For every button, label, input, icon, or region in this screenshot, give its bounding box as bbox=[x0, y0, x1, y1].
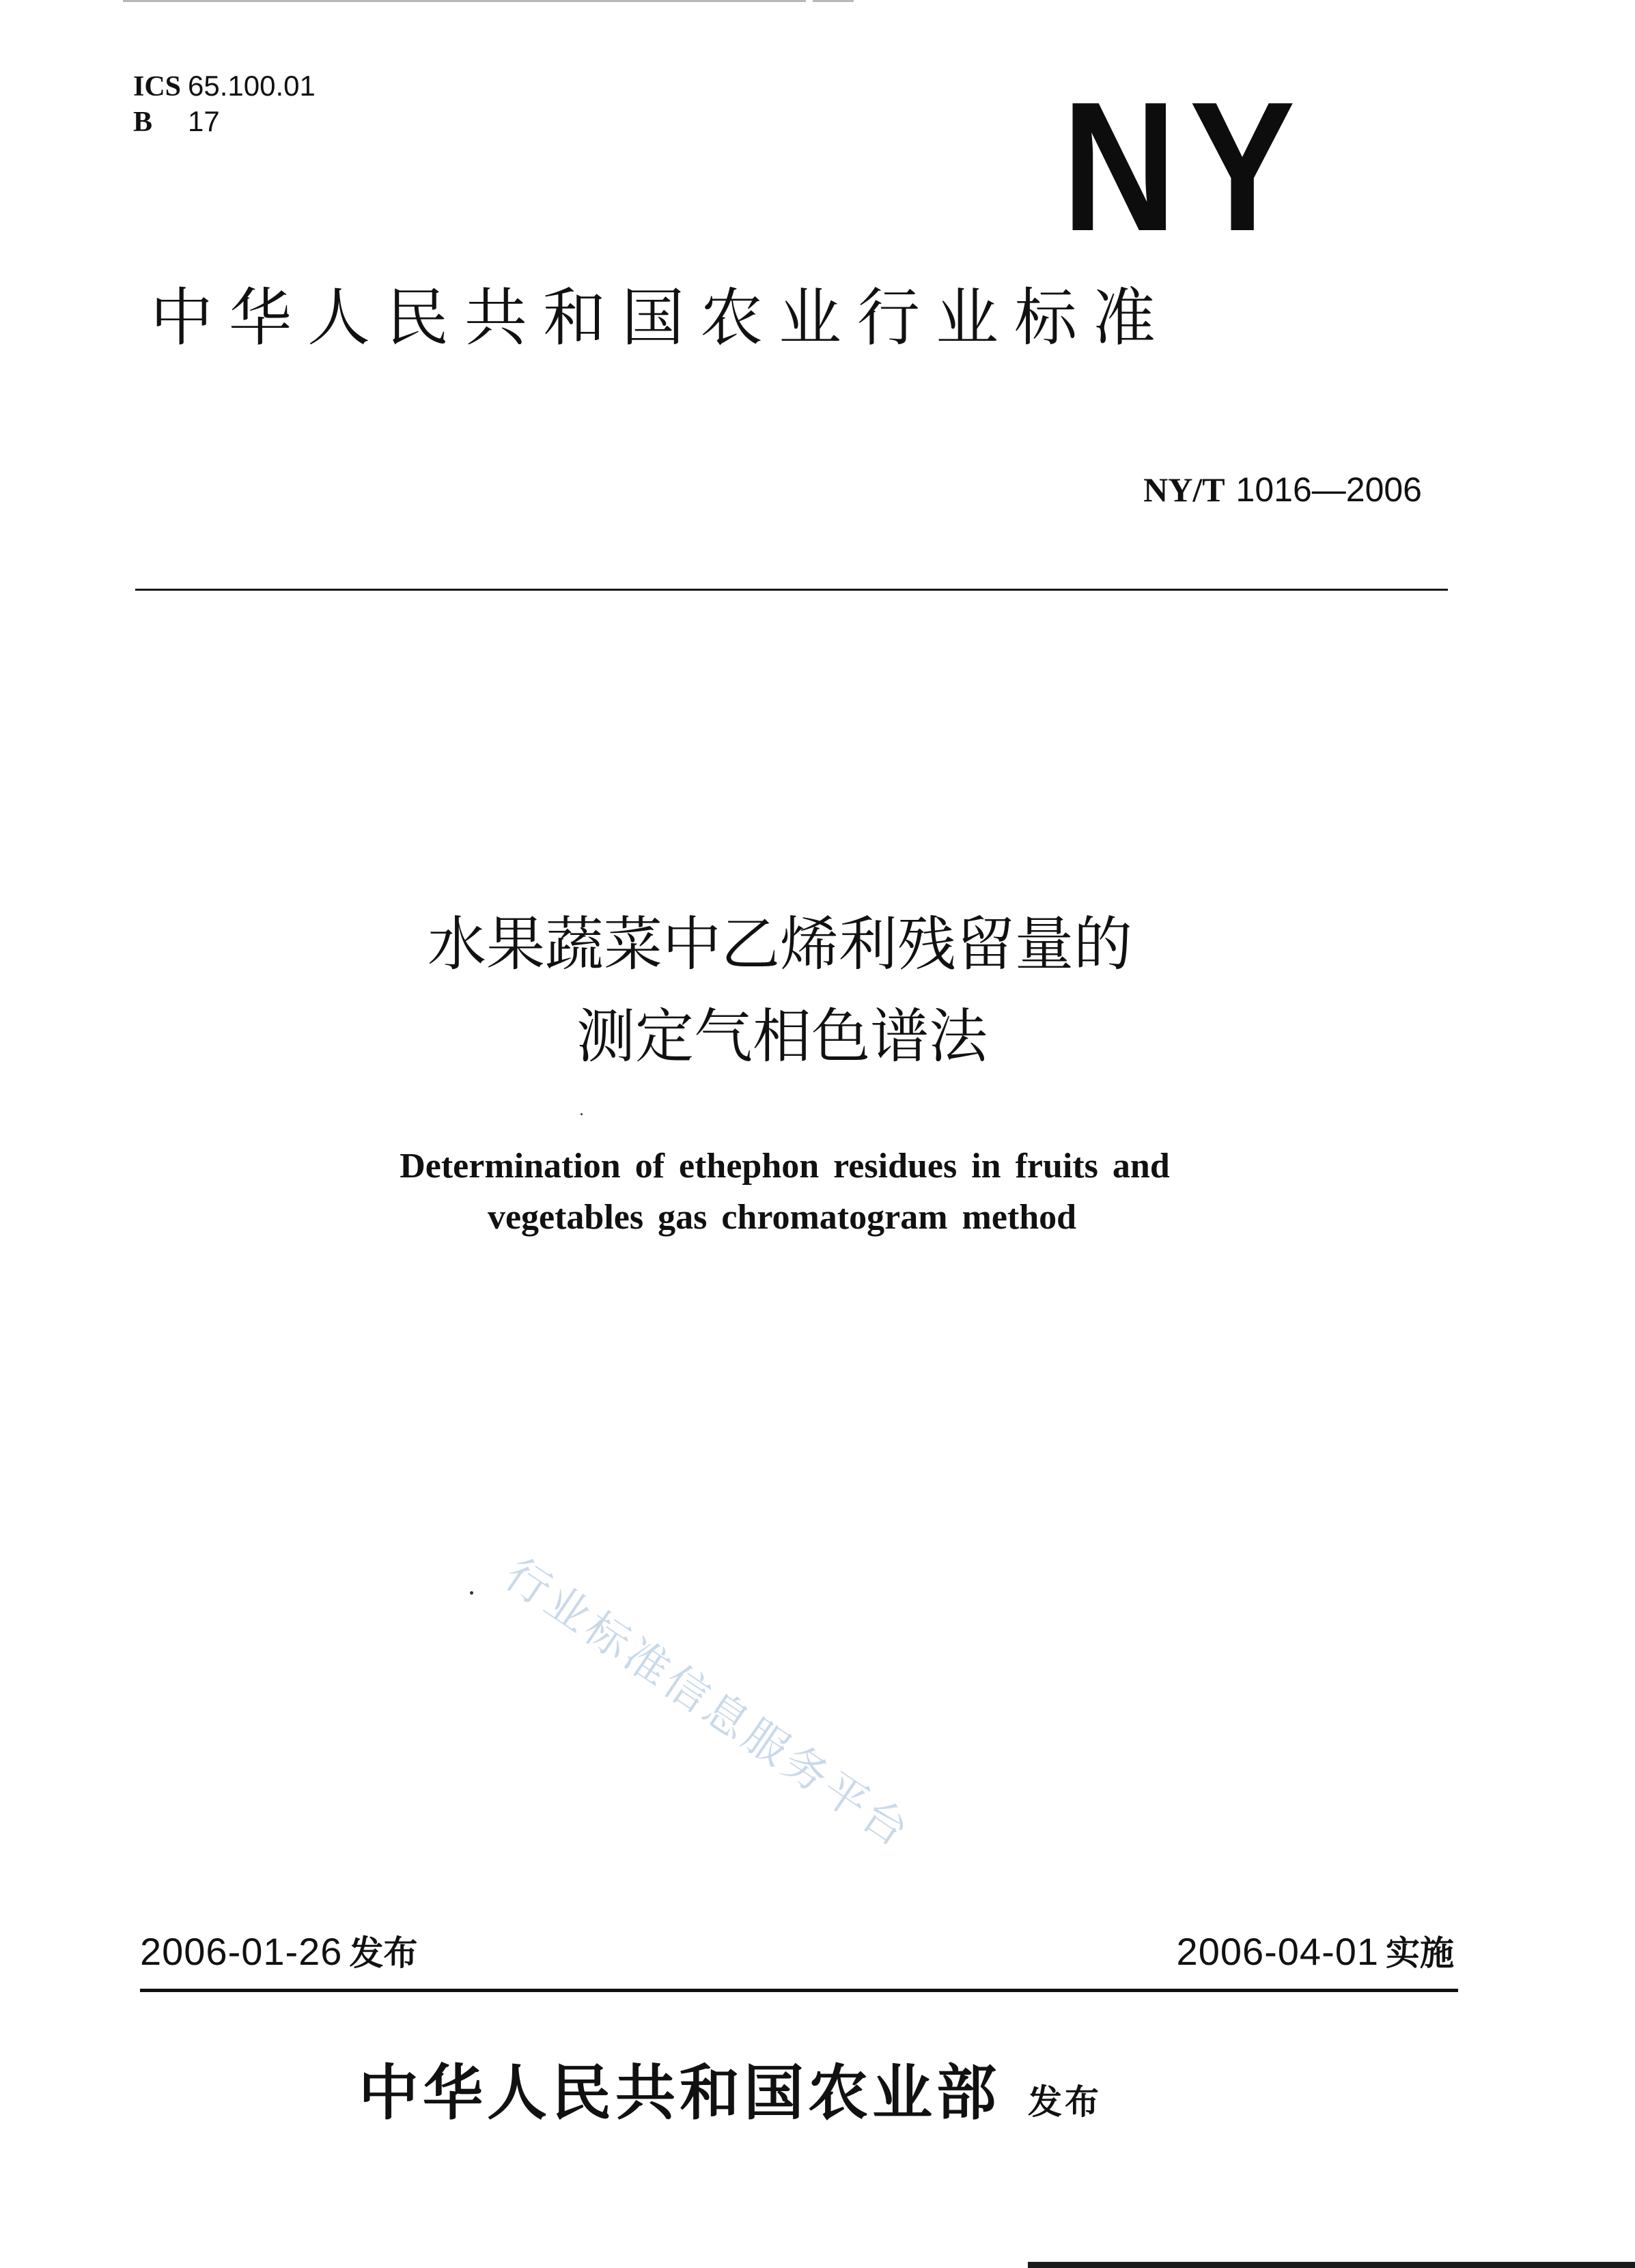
scan-speck bbox=[470, 1591, 473, 1595]
standard-type-heading: 中华人民共和国农业行业标准 bbox=[150, 281, 1172, 354]
publisher-verb: 发布 bbox=[1028, 2082, 1102, 2122]
watermark: 行业标准信息服务平台 bbox=[495, 1549, 921, 1859]
title-en-line1: Determination of ethephon residues in fruits and bbox=[400, 1147, 1170, 1186]
scan-edge bbox=[1028, 2262, 1635, 2268]
ics-label: ICS bbox=[133, 71, 182, 102]
ics-value: 65.100.01 bbox=[188, 70, 316, 102]
title-cn-line1: 水果蔬菜中乙烯利残留量的 bbox=[428, 910, 1132, 979]
standard-number-prefix: NY/T bbox=[1143, 471, 1225, 509]
scan-edge bbox=[123, 0, 806, 2]
title-cn-line2: 测定气相色谱法 bbox=[576, 1003, 988, 1071]
header-divider bbox=[135, 589, 1448, 591]
implement-label: 实施 bbox=[1386, 1933, 1454, 1973]
ny-logo: NY bbox=[1062, 64, 1309, 270]
publisher-org: 中华人民共和国农业部 bbox=[359, 2057, 1001, 2128]
publisher bbox=[359, 2057, 1102, 2128]
title-en-line2: vegetables gas chromatogram method bbox=[487, 1198, 1077, 1237]
issue-date: 2006-01-26 bbox=[140, 1930, 343, 1973]
ccs-label: B bbox=[133, 107, 153, 138]
ccs-classification bbox=[133, 107, 220, 137]
standard-number-value: 1016—2006 bbox=[1235, 471, 1422, 509]
implement-date: 2006-04-01 bbox=[1176, 1930, 1379, 1973]
ics-classification bbox=[133, 72, 316, 101]
standard-number bbox=[1143, 473, 1422, 507]
issue-date-line bbox=[140, 1930, 418, 1973]
ccs-value: 17 bbox=[188, 105, 220, 137]
implement-date-line bbox=[1176, 1930, 1454, 1973]
footer-divider bbox=[140, 1989, 1458, 1992]
issue-label: 发布 bbox=[349, 1933, 418, 1973]
scan-edge bbox=[813, 0, 854, 2]
scan-speck bbox=[581, 1113, 583, 1115]
